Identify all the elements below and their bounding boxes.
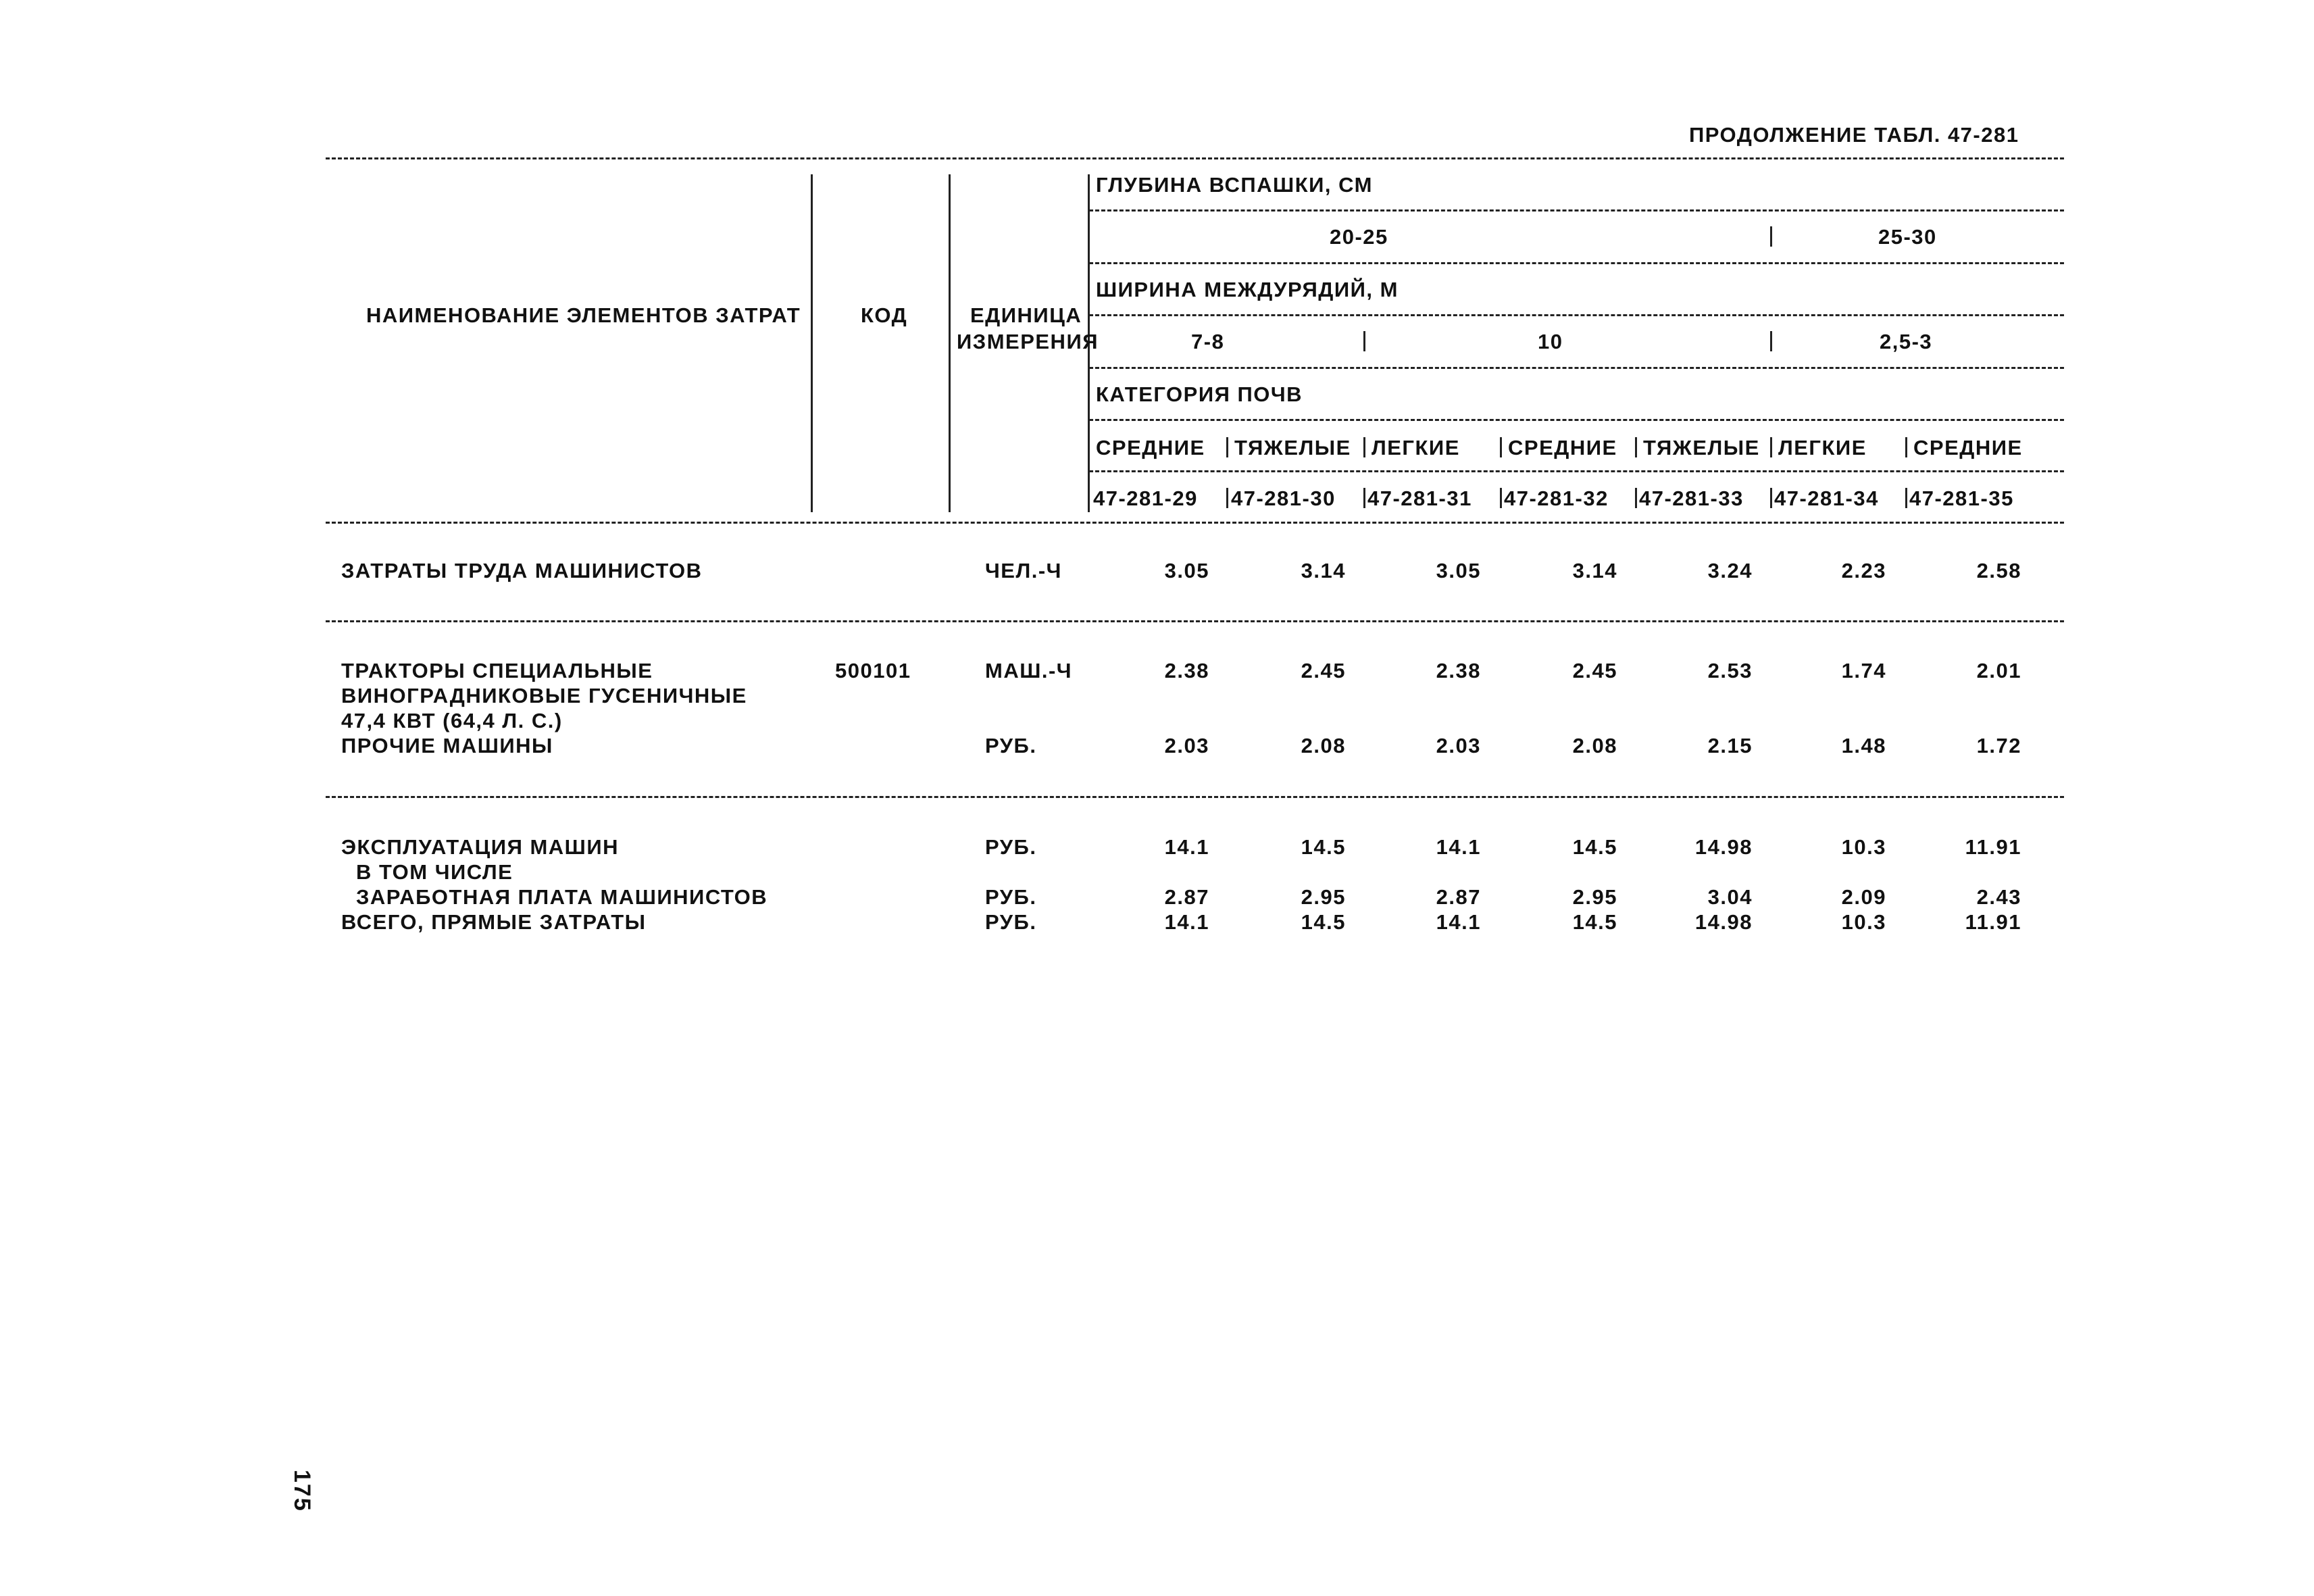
table-top-border xyxy=(326,157,2064,159)
header-rule xyxy=(1089,470,2064,472)
norm-code: 47-281-33 xyxy=(1639,487,1744,510)
row-labor-name: ЗАТРАТЫ ТРУДА МАШИНИСТОВ xyxy=(341,559,703,582)
value-cell: 10.3 xyxy=(1841,835,1886,859)
width-value-1: 7-8 xyxy=(1191,330,1225,353)
value-cell: 1.48 xyxy=(1841,734,1886,757)
value-cell: 2.38 xyxy=(1164,659,1209,682)
header-pipe xyxy=(1770,331,1772,351)
header-pipe xyxy=(1226,488,1228,508)
row-tractors-unit: МАШ.-Ч xyxy=(985,659,1073,682)
soil-value: ЛЕГКИЕ xyxy=(1372,436,1460,459)
header-rule xyxy=(1089,262,2064,264)
header-pipe xyxy=(1635,488,1637,508)
value-cell: 2.08 xyxy=(1572,734,1617,757)
value-cell: 14.1 xyxy=(1164,835,1209,859)
header-pipe xyxy=(1500,488,1502,508)
header-pipe xyxy=(1770,437,1772,457)
value-cell: 3.24 xyxy=(1707,559,1753,582)
norm-code: 47-281-32 xyxy=(1504,487,1609,510)
header-pipe xyxy=(1500,437,1502,457)
row-total-unit: РУБ. xyxy=(985,910,1037,934)
norm-code: 47-281-31 xyxy=(1367,487,1472,510)
value-cell: 11.91 xyxy=(1965,835,2021,859)
row-wages-name: ЗАРАБОТНАЯ ПЛАТА МАШИНИСТОВ xyxy=(356,885,768,909)
value-cell: 2.87 xyxy=(1164,885,1209,909)
value-cell: 14.98 xyxy=(1694,835,1753,859)
section-divider xyxy=(326,620,2064,622)
header-unit-line2: ИЗМЕРЕНИЯ xyxy=(957,330,1099,353)
value-cell: 3.05 xyxy=(1436,559,1481,582)
header-pipe xyxy=(1363,488,1365,508)
value-cell: 14.5 xyxy=(1301,835,1346,859)
value-cell: 14.1 xyxy=(1164,910,1209,934)
row-tractors-code: 500101 xyxy=(835,659,911,682)
header-pipe xyxy=(1363,437,1365,457)
soil-value: ТЯЖЕЛЫЕ xyxy=(1643,436,1760,459)
value-cell: 2.95 xyxy=(1301,885,1346,909)
value-cell: 2.53 xyxy=(1707,659,1753,682)
row-operation-unit: РУБ. xyxy=(985,835,1037,859)
value-cell: 2.15 xyxy=(1707,734,1753,757)
value-cell: 2.01 xyxy=(1976,659,2021,682)
header-bottom-border xyxy=(326,522,2064,524)
value-cell: 3.04 xyxy=(1707,885,1753,909)
header-pipe xyxy=(1635,437,1637,457)
value-cell: 2.87 xyxy=(1436,885,1481,909)
depth-value-1: 20-25 xyxy=(1330,225,1388,249)
header-pipe xyxy=(1226,437,1228,457)
value-cell: 14.1 xyxy=(1436,910,1481,934)
row-operation-name: ЭКСПЛУАТАЦИЯ МАШИН xyxy=(341,835,620,859)
value-cell: 2.03 xyxy=(1164,734,1209,757)
header-rule xyxy=(1089,314,2064,316)
value-cell: 2.09 xyxy=(1841,885,1886,909)
soil-value: ЛЕГКИЕ xyxy=(1778,436,1867,459)
header-rule xyxy=(1089,209,2064,211)
value-cell: 1.72 xyxy=(1976,734,2021,757)
section-divider xyxy=(326,796,2064,798)
header-pipe xyxy=(1770,488,1772,508)
header-pipe xyxy=(1770,226,1772,247)
header-name-column: НАИМЕНОВАНИЕ ЭЛЕМЕНТОВ ЗАТРАТ xyxy=(366,303,801,327)
norm-code: 47-281-34 xyxy=(1774,487,1879,510)
value-cell: 1.74 xyxy=(1841,659,1886,682)
value-cell: 2.95 xyxy=(1572,885,1617,909)
value-cell: 14.5 xyxy=(1301,910,1346,934)
value-cell: 2.08 xyxy=(1301,734,1346,757)
header-unit-line1: ЕДИНИЦА xyxy=(970,303,1082,327)
norm-code: 47-281-35 xyxy=(1909,487,2014,510)
value-cell: 2.45 xyxy=(1572,659,1617,682)
row-tractors-name-line: ТРАКТОРЫ СПЕЦИАЛЬНЫЕ xyxy=(341,659,653,682)
value-cell: 3.14 xyxy=(1572,559,1617,582)
row-tractors-name-line: ВИНОГРАДНИКОВЫЕ ГУСЕНИЧНЫЕ xyxy=(341,684,747,707)
width-value-3: 2,5-3 xyxy=(1880,330,1933,353)
header-divider-name-code xyxy=(811,174,813,512)
value-cell: 2.23 xyxy=(1841,559,1886,582)
value-cell: 14.98 xyxy=(1694,910,1753,934)
value-cell: 11.91 xyxy=(1965,910,2021,934)
soil-label: КАТЕГОРИЯ ПОЧВ xyxy=(1096,382,1303,406)
row-total-name: ВСЕГО, ПРЯМЫЕ ЗАТРАТЫ xyxy=(341,910,647,934)
row-labor-unit: ЧЕЛ.-Ч xyxy=(985,559,1062,582)
norm-code: 47-281-30 xyxy=(1231,487,1336,510)
row-tractors-name-line: 47,4 КВТ (64,4 Л. С.) xyxy=(341,709,563,732)
header-rule xyxy=(1089,419,2064,421)
value-cell: 14.5 xyxy=(1572,910,1617,934)
row-other-machines-unit: РУБ. xyxy=(985,734,1037,757)
value-cell: 10.3 xyxy=(1841,910,1886,934)
value-cell: 14.1 xyxy=(1436,835,1481,859)
header-divider-code-unit xyxy=(949,174,951,512)
soil-value: ТЯЖЕЛЫЕ xyxy=(1234,436,1351,459)
width-label: ШИРИНА МЕЖДУРЯДИЙ, М xyxy=(1096,278,1399,301)
value-cell: 14.5 xyxy=(1572,835,1617,859)
value-cell: 2.58 xyxy=(1976,559,2021,582)
value-cell: 2.03 xyxy=(1436,734,1481,757)
soil-value: СРЕДНИЕ xyxy=(1096,436,1205,459)
row-other-machines-name: ПРОЧИЕ МАШИНЫ xyxy=(341,734,553,757)
header-pipe xyxy=(1905,437,1907,457)
value-cell: 2.43 xyxy=(1976,885,2021,909)
value-cell: 2.45 xyxy=(1301,659,1346,682)
soil-value: СРЕДНИЕ xyxy=(1508,436,1617,459)
page-number: 175 xyxy=(289,1470,315,1512)
value-cell: 2.38 xyxy=(1436,659,1481,682)
width-value-2: 10 xyxy=(1538,330,1563,353)
value-cell: 3.05 xyxy=(1164,559,1209,582)
depth-label: ГЛУБИНА ВСПАШКИ, СМ xyxy=(1096,173,1373,197)
header-pipe xyxy=(1363,331,1365,351)
header-rule xyxy=(1089,367,2064,369)
continuation-title: ПРОДОЛЖЕНИЕ ТАБЛ. 47-281 xyxy=(1689,123,2019,147)
header-pipe xyxy=(1905,488,1907,508)
row-including-label: В ТОМ ЧИСЛЕ xyxy=(356,860,513,884)
depth-value-2: 25-30 xyxy=(1878,225,1937,249)
value-cell: 3.14 xyxy=(1301,559,1346,582)
norm-code: 47-281-29 xyxy=(1093,487,1198,510)
row-wages-unit: РУБ. xyxy=(985,885,1037,909)
header-code-column: КОД xyxy=(861,303,908,327)
soil-value: СРЕДНИЕ xyxy=(1913,436,2023,459)
